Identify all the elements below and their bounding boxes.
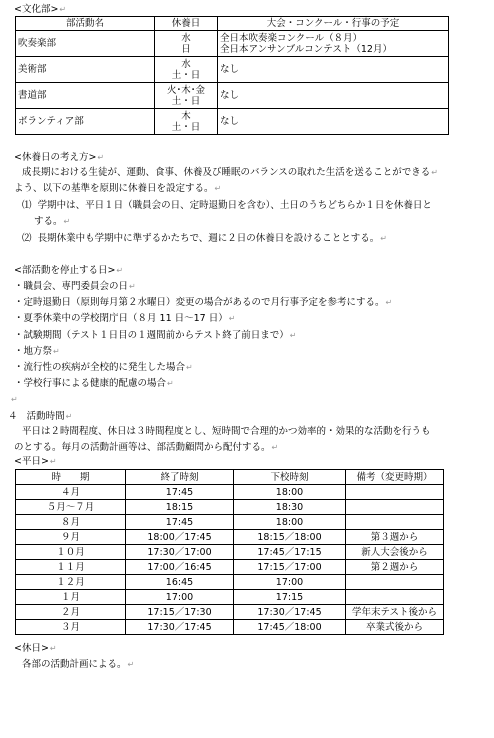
end-time-cell: 17:30／17:45 [126, 620, 234, 635]
rest-item-1: ⑴ 学期中は、平日１日（職員会の日、定時退勤日を含む）、土日のうちどちらか１日を休養日と [22, 200, 432, 211]
leave-time-cell: 18:00 [234, 485, 346, 500]
end-time-cell: 18:15 [126, 500, 234, 515]
stop-heading: <部活動を停止する日>↵ [14, 265, 124, 276]
table-row [16, 31, 449, 57]
table-row [16, 485, 444, 500]
end-time-cell: 17:45 [126, 485, 234, 500]
notes-cell: 卒業式後から [346, 620, 444, 635]
table-row [16, 590, 444, 605]
period-cell: １０月 [16, 545, 126, 560]
header-notes: 備考（変更時期） [346, 470, 444, 485]
header-club-name: 部活動名 [16, 17, 155, 31]
notes-cell: 第３週から [346, 530, 444, 545]
weekday-schedule-table [15, 469, 444, 635]
period-cell: ４月 [16, 485, 126, 500]
time-para-line-1: 平日は２時間程度、休日は３時間程度とし、短時間で合理的かつ効率的・効果的な活動を行うも [22, 426, 431, 437]
notes-cell: 学年末テスト後から [346, 605, 444, 620]
events: なし [218, 57, 449, 83]
stop-item: ・流行性の疾病が全校的に発生した場合↵ [14, 362, 193, 373]
end-time-cell: 17:00 [126, 590, 234, 605]
rest-days: 水 土・日 [155, 57, 218, 83]
holiday-text: 各部の活動計画による。↵ [22, 659, 135, 670]
club-name: 美術部 [16, 57, 155, 83]
time-para-line-2: のとする。毎月の活動計画等は、部活動顧問から配付する。↵ [14, 442, 279, 453]
leave-time-cell: 18:00 [234, 515, 346, 530]
table-row [16, 500, 444, 515]
leave-time-cell: 18:30 [234, 500, 346, 515]
leave-time-cell: 17:00 [234, 575, 346, 590]
table-row [16, 545, 444, 560]
club-name: ボランティア部 [16, 109, 155, 135]
stop-item: ・夏季休業中の学校閉庁日（８月 11 日～17 日）↵ [14, 313, 236, 324]
leave-time-cell: 17:45／18:00 [234, 620, 346, 635]
weekday-heading: <平日>↵ [14, 456, 57, 467]
stop-item: ・職員会、専門委員会の日↵ [14, 281, 136, 292]
table-row [16, 83, 449, 109]
table-row [16, 57, 449, 83]
header-events: 大会・コンクール・行事の予定 [218, 17, 449, 31]
leave-time-cell: 17:15／17:00 [234, 560, 346, 575]
table-row [16, 575, 444, 590]
end-time-cell: 17:45 [126, 515, 234, 530]
rest-heading: <休養日の考え方>↵ [14, 152, 105, 163]
club-name: 吹奏楽部 [16, 31, 155, 57]
leave-time-cell: 17:15 [234, 590, 346, 605]
rest-intro-line-2: よう、以下の基準を原則に休養日を設定する。↵ [14, 183, 222, 194]
header-rest-day: 休養日 [155, 17, 218, 31]
empty-paragraph-mark: ↵ [11, 395, 18, 404]
table-row [16, 530, 444, 545]
stop-item: ・学校行事による健康的配慮の場合↵ [14, 378, 174, 389]
header-leave-time: 下校時刻 [234, 470, 346, 485]
rest-intro-line-1: 成長期における生徒が、運動、食事、休養及び睡眠のバランスの取れた生活を送ることができる↵ [22, 167, 438, 178]
period-cell: ８月 [16, 515, 126, 530]
notes-cell [346, 485, 444, 500]
end-time-cell: 17:30／17:00 [126, 545, 234, 560]
period-cell: １月 [16, 590, 126, 605]
end-time-cell: 16:45 [126, 575, 234, 590]
culture-club-table [15, 16, 449, 135]
notes-cell [346, 590, 444, 605]
holiday-heading: <休日>↵ [14, 643, 57, 654]
rest-item-1-cont: する。↵ [34, 216, 71, 227]
leave-time-cell: 18:15／18:00 [234, 530, 346, 545]
table-row [16, 620, 444, 635]
header-end-time: 終了時刻 [126, 470, 234, 485]
notes-cell: 新人大会後から [346, 545, 444, 560]
table-row [16, 109, 449, 135]
stop-item: ・定時退勤日（原則毎月第２水曜日）変更の場合があるので月行事予定を参考にする。↵ [14, 297, 393, 308]
events: 全日本吹奏楽コンクール（８月） 全日本アンサンブルコンテスト（12月） [218, 31, 449, 57]
table-row [16, 560, 444, 575]
end-time-cell: 18:00／17:45 [126, 530, 234, 545]
period-cell: ９月 [16, 530, 126, 545]
rest-days: 木 土・日 [155, 109, 218, 135]
events: なし [218, 83, 449, 109]
club-name: 書道部 [16, 83, 155, 109]
leave-time-cell: 17:30／17:45 [234, 605, 346, 620]
end-time-cell: 17:00／16:45 [126, 560, 234, 575]
notes-cell: 第２週から [346, 560, 444, 575]
period-cell: ５月～７月 [16, 500, 126, 515]
rest-item-2: ⑵ 長期休業中も学期中に準ずるかたちで、週に２日の休養日を設けることとする。↵ [22, 233, 387, 244]
stop-item: ・試験期間（テスト１日目の１週間前からテスト終了前日まで）↵ [14, 330, 297, 341]
end-time-cell: 17:15／17:30 [126, 605, 234, 620]
culture-heading: <文化部>↵ [14, 4, 67, 15]
header-period: 時 期 [16, 470, 126, 485]
time-heading: ４ 活動時間↵ [8, 411, 73, 422]
notes-cell [346, 500, 444, 515]
period-cell: １２月 [16, 575, 126, 590]
rest-days: 水 日 [155, 31, 218, 57]
table-row [16, 515, 444, 530]
stop-item: ・地方祭↵ [14, 346, 60, 357]
notes-cell [346, 515, 444, 530]
table-row [16, 605, 444, 620]
rest-days: 火･木･金 土・日 [155, 83, 218, 109]
period-cell: ３月 [16, 620, 126, 635]
leave-time-cell: 17:45／17:15 [234, 545, 346, 560]
events: なし [218, 109, 449, 135]
notes-cell [346, 575, 444, 590]
period-cell: １１月 [16, 560, 126, 575]
period-cell: ２月 [16, 605, 126, 620]
